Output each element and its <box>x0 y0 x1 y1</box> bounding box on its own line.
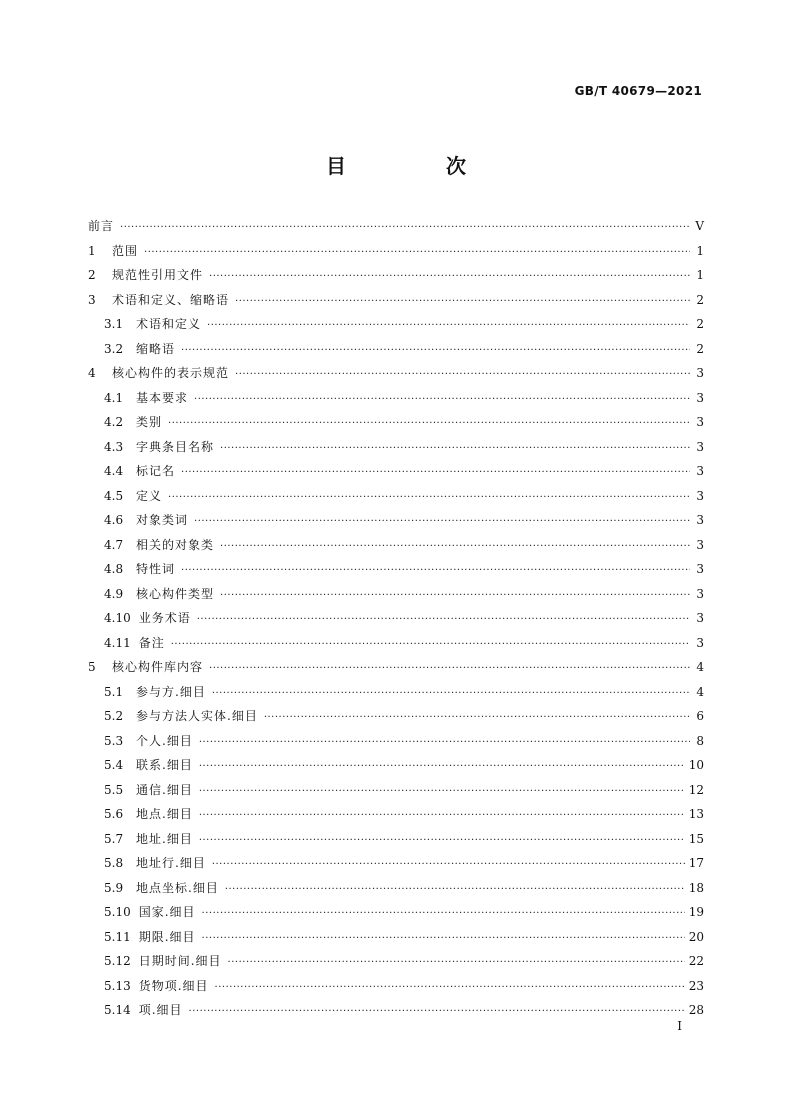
dot-leader <box>228 951 685 976</box>
toc-entry[interactable] <box>88 704 704 729</box>
toc-entry[interactable] <box>88 974 704 999</box>
toc-entry-number: 5.11 <box>104 929 131 944</box>
toc-entry-number: 4.4 <box>104 464 124 478</box>
page-number: Ⅰ <box>677 1019 682 1033</box>
dot-leader <box>220 535 690 560</box>
toc-entry[interactable] <box>88 900 704 925</box>
toc-entry-number: 2 <box>88 268 96 282</box>
toc-entry-page: 2 <box>696 317 704 331</box>
toc-entry-page: Ⅴ <box>695 219 704 233</box>
toc-entry-page: 15 <box>688 831 704 846</box>
dot-leader <box>181 559 690 584</box>
toc-entry-number: 5.2 <box>104 709 124 723</box>
toc-entry-number: 4.6 <box>104 513 124 527</box>
dot-leader <box>215 976 685 1001</box>
toc-entry-label: 备注 <box>138 635 165 650</box>
toc-entry-page: 8 <box>696 733 704 748</box>
dot-leader <box>197 608 690 633</box>
toc-entry-label: 地址.细目 <box>136 831 193 846</box>
toc-entry-page: 1 <box>696 268 704 282</box>
toc-entry[interactable] <box>88 239 704 264</box>
dot-leader <box>212 853 685 878</box>
toc-entry-label: 前言 <box>88 219 115 233</box>
toc-entry[interactable] <box>88 802 704 827</box>
toc-entry-label: 联系.细目 <box>136 758 193 772</box>
toc-entry-label: 核心构件类型 <box>136 586 215 601</box>
toc-entry-number: 5.12 <box>104 954 131 968</box>
toc-entry-label: 参与方法人实体.细目 <box>136 709 258 723</box>
toc-entry-page: 3 <box>696 537 704 552</box>
toc-entry-page: 3 <box>696 366 704 380</box>
toc-entry[interactable] <box>88 729 704 754</box>
dot-leader <box>220 584 690 609</box>
toc-entry-number: 4.3 <box>104 439 124 454</box>
toc-entry[interactable] <box>88 263 704 288</box>
toc-entry-number: 4.11 <box>104 635 131 650</box>
toc-entry[interactable] <box>88 361 704 386</box>
toc-entry-label: 项.细目 <box>138 1003 183 1017</box>
dot-leader <box>168 486 690 511</box>
dot-leader <box>171 633 690 658</box>
toc-entry-number: 4.7 <box>104 537 124 552</box>
toc-entry-page: 3 <box>696 439 704 454</box>
toc-entry[interactable] <box>88 214 704 239</box>
toc-entry[interactable] <box>88 288 704 313</box>
toc-entry-number: 3 <box>88 292 96 307</box>
toc-entry-page: 13 <box>688 807 704 821</box>
toc-entry-page: 3 <box>696 611 704 625</box>
dot-leader <box>199 780 685 805</box>
dot-leader <box>189 1000 685 1025</box>
toc-entry-page: 3 <box>696 488 704 503</box>
toc-entry-number: 4.8 <box>104 562 124 576</box>
dot-leader <box>199 755 685 780</box>
toc-entry[interactable] <box>88 851 704 876</box>
toc-entry[interactable] <box>88 312 704 337</box>
toc-entry-label: 期限.细目 <box>138 929 196 944</box>
dot-leader <box>202 902 685 927</box>
toc-entry-label: 地点坐标.细目 <box>136 880 219 895</box>
standard-number: GB/T 40679—2021 <box>574 84 702 98</box>
toc-entry-number: 3.2 <box>104 341 124 356</box>
toc-entry-label: 相关的对象类 <box>136 537 215 552</box>
toc-entry-page: 17 <box>688 856 704 870</box>
toc-entry-number: 4.5 <box>104 488 124 503</box>
toc-entry-label: 国家.细目 <box>138 905 196 919</box>
toc-entry[interactable] <box>88 753 704 778</box>
dot-leader <box>194 388 690 413</box>
toc-entry[interactable] <box>88 680 704 705</box>
toc-entry-label: 标记名 <box>136 464 176 478</box>
toc-entry-label: 缩略语 <box>136 341 176 356</box>
toc-entry[interactable] <box>88 876 704 901</box>
toc-entry-label: 核心构件库内容 <box>112 660 204 674</box>
toc-entry-number: 4 <box>88 366 96 380</box>
dot-leader <box>264 706 690 731</box>
dot-leader <box>225 878 685 903</box>
toc-entry-label: 范围 <box>112 243 139 258</box>
toc-entry[interactable] <box>88 557 704 582</box>
toc-entry[interactable] <box>88 655 704 680</box>
toc-entry-number: 5.7 <box>104 831 124 846</box>
toc-entry-page: 23 <box>688 978 704 993</box>
dot-leader <box>202 927 685 952</box>
dot-leader <box>199 829 685 854</box>
dot-leader <box>199 804 685 829</box>
toc-entry-label: 核心构件的表示规范 <box>112 366 230 380</box>
dot-leader <box>235 363 690 388</box>
toc-entry-page: 28 <box>688 1003 704 1017</box>
toc-entry-page: 20 <box>688 929 704 944</box>
toc-entry-label: 日期时间.细目 <box>138 954 222 968</box>
toc-entry[interactable] <box>88 386 704 411</box>
toc-entry-label: 规范性引用文件 <box>112 268 204 282</box>
toc-entry[interactable] <box>88 582 704 607</box>
toc-entry-number: 5.9 <box>104 880 124 895</box>
toc-entry[interactable] <box>88 778 704 803</box>
toc-entry[interactable] <box>88 925 704 950</box>
toc-entry-number: 5.6 <box>104 807 124 821</box>
toc-entry[interactable] <box>88 533 704 558</box>
toc-entry-number: 5.5 <box>104 782 124 797</box>
toc-entry-label: 个人.细目 <box>136 733 193 748</box>
dot-leader <box>209 657 690 682</box>
toc-entry-number: 5.8 <box>104 856 124 870</box>
toc-entry[interactable] <box>88 484 704 509</box>
toc-entry[interactable] <box>88 508 704 533</box>
toc-title: 目 次 <box>326 154 506 178</box>
toc-entry-number: 5.13 <box>104 978 131 993</box>
table-of-contents <box>88 214 704 1023</box>
toc-entry[interactable] <box>88 949 704 974</box>
toc-entry[interactable] <box>88 435 704 460</box>
dot-leader <box>181 339 690 364</box>
toc-entry-page: 19 <box>688 905 704 919</box>
toc-entry-number: 4.10 <box>104 611 131 625</box>
toc-entry-page: 6 <box>696 709 704 723</box>
toc-entry-label: 术语和定义、缩略语 <box>112 292 230 307</box>
toc-entry-label: 术语和定义 <box>136 317 202 331</box>
toc-entry-label: 业务术语 <box>138 611 191 625</box>
toc-entry-label: 通信.细目 <box>136 782 193 797</box>
toc-entry-label: 字典条目名称 <box>136 439 215 454</box>
dot-leader <box>235 290 690 315</box>
dot-leader <box>120 216 690 241</box>
toc-entry-page: 12 <box>688 782 704 797</box>
dot-leader <box>220 437 690 462</box>
toc-entry-page: 22 <box>688 954 704 968</box>
toc-entry-number: 5.4 <box>104 758 124 772</box>
toc-entry-page: 3 <box>696 562 704 576</box>
toc-entry-label: 对象类词 <box>136 513 189 527</box>
toc-entry-number: 5.10 <box>104 905 131 919</box>
toc-entry-number: 5.1 <box>104 684 124 699</box>
toc-entry-label: 基本要求 <box>136 390 189 405</box>
dot-leader <box>168 412 690 437</box>
toc-entry-page: 3 <box>696 415 704 429</box>
toc-entry-page: 4 <box>696 684 704 699</box>
toc-entry-page: 1 <box>696 243 704 258</box>
dot-leader <box>207 314 690 339</box>
toc-entry[interactable] <box>88 337 704 362</box>
toc-entry-page: 10 <box>688 758 704 772</box>
toc-entry-number: 4.1 <box>104 390 124 405</box>
toc-entry-page: 4 <box>696 660 704 674</box>
toc-entry-number: 1 <box>88 243 96 258</box>
toc-entry-page: 2 <box>696 292 704 307</box>
toc-entry-page: 3 <box>696 390 704 405</box>
toc-entry-number: 4.9 <box>104 586 124 601</box>
dot-leader <box>194 510 690 535</box>
toc-entry-page: 2 <box>696 341 704 356</box>
toc-entry-number: 4.2 <box>104 415 124 429</box>
toc-entry-page: 3 <box>696 464 704 478</box>
toc-entry-label: 地点.细目 <box>136 807 193 821</box>
toc-entry-number: 5.14 <box>104 1003 131 1017</box>
toc-entry[interactable] <box>88 459 704 484</box>
toc-entry-page: 3 <box>696 586 704 601</box>
toc-entry-label: 货物项.细目 <box>138 978 209 993</box>
dot-leader <box>144 241 690 266</box>
toc-entry-label: 参与方.细目 <box>136 684 206 699</box>
toc-entry-page: 3 <box>696 513 704 527</box>
toc-entry-number: 3.1 <box>104 317 124 331</box>
toc-entry-label: 定义 <box>136 488 163 503</box>
dot-leader <box>181 461 690 486</box>
toc-entry[interactable] <box>88 631 704 656</box>
toc-entry[interactable] <box>88 998 704 1023</box>
dot-leader <box>212 682 690 707</box>
dot-leader <box>209 265 690 290</box>
toc-entry-page: 3 <box>696 635 704 650</box>
toc-entry[interactable] <box>88 410 704 435</box>
toc-entry[interactable] <box>88 827 704 852</box>
toc-entry-page: 18 <box>688 880 704 895</box>
toc-entry-label: 类别 <box>136 415 163 429</box>
dot-leader <box>199 731 690 756</box>
toc-entry[interactable] <box>88 606 704 631</box>
toc-entry-label: 特性词 <box>136 562 176 576</box>
toc-entry-label: 地址行.细目 <box>136 856 206 870</box>
toc-entry-number: 5.3 <box>104 733 124 748</box>
toc-entry-number: 5 <box>88 660 96 674</box>
